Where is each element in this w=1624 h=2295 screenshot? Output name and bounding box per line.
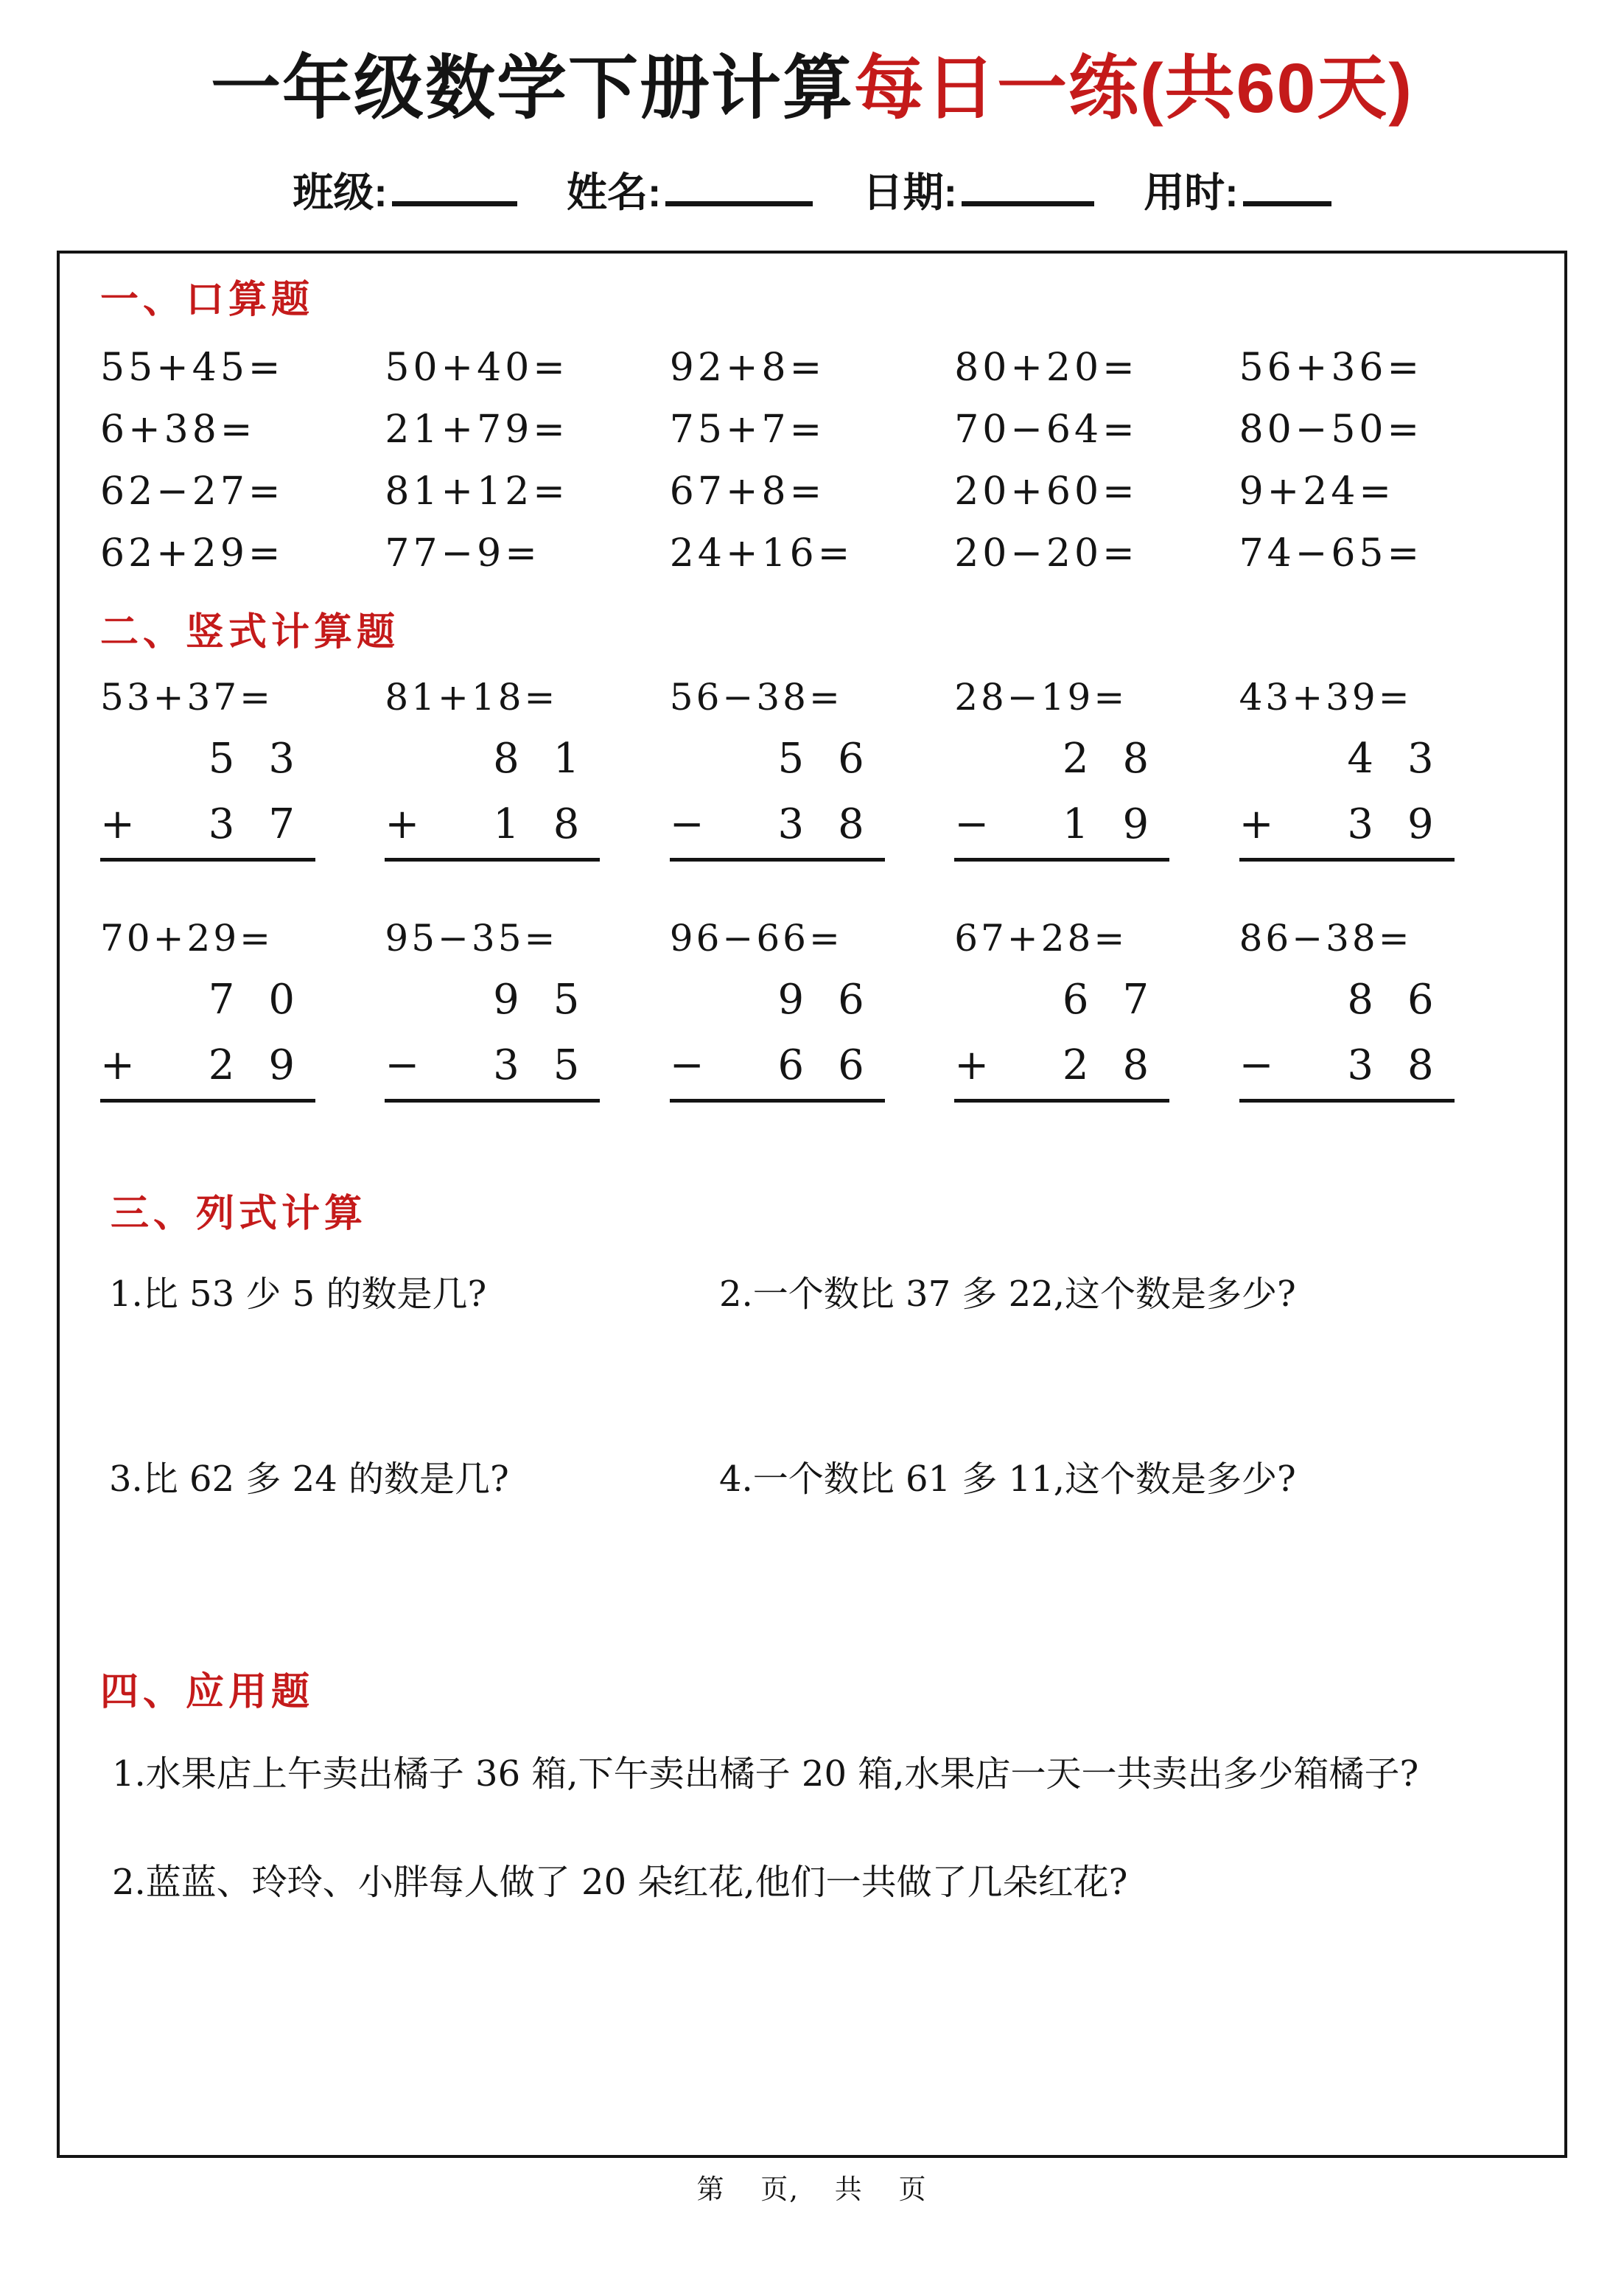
class-blank-line [392, 194, 517, 206]
time-field [1144, 160, 1331, 218]
vform-bottom-number: 66 [777, 1041, 898, 1089]
vform-top-number: 43 [1347, 735, 1468, 783]
vform-bottom-row [385, 800, 614, 848]
vform-top-number: 53 [208, 735, 329, 783]
oral-problem: 9+24= [1239, 469, 1395, 514]
vform-bottom-row [1239, 1041, 1468, 1089]
vertical-forms-row-1 [100, 736, 1524, 862]
worksheet-box [57, 251, 1567, 2158]
vertical-problem: 43+39= [1239, 676, 1413, 719]
oral-problem: 67+8= [669, 469, 826, 514]
vform-answer-line [100, 1099, 315, 1103]
vform-operator: − [669, 800, 704, 848]
vertical-problem: 95−35= [385, 917, 559, 960]
page-footer: 第 页, 共 页 [696, 2173, 928, 2206]
vform-bottom-number: 28 [1062, 1041, 1183, 1089]
word-problem-1: 1.水果店上午卖出橘子 36 箱,下午卖出橘子 20 箱,水果店一天一共卖出多少箱橘子? [112, 1753, 1419, 1795]
vform-operator: + [954, 1041, 990, 1089]
vform-bottom-row [1239, 800, 1468, 848]
vform-operator: − [1239, 1041, 1274, 1089]
vform-bottom-row [100, 800, 329, 848]
vform-bottom-number: 39 [1347, 800, 1468, 848]
oral-problem: 56+36= [1239, 345, 1424, 390]
vform-answer-line [954, 858, 1169, 862]
equation-problem: 1.比 53 少 5 的数是几? [109, 1273, 487, 1315]
vform-operator: + [100, 800, 135, 848]
vform-answer-line [100, 858, 315, 862]
vertical-form [100, 976, 329, 1103]
time-blank-line [1243, 194, 1331, 206]
section-word-heading: 四、应用题 [100, 1670, 315, 1714]
oral-problem: 70−64= [954, 407, 1138, 452]
vform-top-number: 56 [777, 735, 898, 783]
vertical-problem: 86−38= [1239, 917, 1413, 960]
vertical-form [1239, 735, 1468, 862]
vertical-problem: 96−66= [669, 917, 843, 960]
vertical-problems-row-2 [100, 917, 1524, 960]
vform-bottom-number: 19 [1062, 800, 1183, 848]
oral-problem: 20−20= [954, 531, 1138, 576]
vertical-problem: 70+29= [100, 917, 274, 960]
date-label: 日期: [862, 170, 957, 216]
vertical-problem: 28−19= [954, 676, 1128, 719]
date-field [863, 160, 1094, 218]
oral-problem: 77−9= [385, 531, 541, 576]
vform-top-number: 28 [1062, 735, 1183, 783]
vform-answer-line [954, 1099, 1169, 1103]
vform-operator: + [100, 1041, 135, 1089]
equation-problems-grid [100, 1265, 1524, 1501]
name-blank-line [665, 194, 813, 206]
title-main: 一年级数学下册计算 [211, 49, 855, 128]
vform-answer-line [670, 1099, 885, 1103]
vform-top-number: 67 [1062, 976, 1183, 1024]
vform-answer-line [385, 1099, 600, 1103]
equation-problem: 3.比 62 多 24 的数是几? [109, 1458, 509, 1500]
time-label: 用时: [1144, 170, 1239, 216]
vertical-problems-row-1 [100, 676, 1524, 719]
vform-bottom-number: 38 [777, 800, 898, 848]
section-vertical-heading: 二、竖式计算题 [100, 610, 400, 654]
vform-bottom-number: 37 [208, 800, 329, 848]
vform-operator: − [954, 800, 990, 848]
title-highlight: 每日一练(共60天) [854, 49, 1413, 128]
vform-operator: + [1239, 800, 1274, 848]
vform-top-number: 96 [777, 976, 898, 1024]
vertical-form [1239, 976, 1468, 1103]
vform-top-number: 86 [1347, 976, 1468, 1024]
date-blank-line [962, 194, 1094, 206]
vertical-form [669, 735, 898, 862]
vform-answer-line [1239, 858, 1455, 862]
vform-bottom-row [954, 800, 1183, 848]
oral-problem: 6+38= [100, 407, 256, 452]
name-field [567, 160, 813, 218]
vertical-problem: 56−38= [669, 676, 843, 719]
vertical-problem: 81+18= [385, 676, 559, 719]
class-label: 班级: [293, 170, 388, 216]
vform-answer-line [1239, 1099, 1455, 1103]
vertical-form [385, 976, 614, 1103]
vform-answer-line [385, 858, 600, 862]
section-equation-heading: 三、列式计算 [111, 1192, 368, 1236]
vertical-form [954, 735, 1183, 862]
vertical-forms-row-2 [100, 977, 1524, 1103]
oral-problem: 92+8= [669, 345, 826, 390]
oral-problem: 74−65= [1239, 531, 1424, 576]
oral-problem: 62−27= [100, 469, 284, 514]
oral-problem: 62+29= [100, 531, 284, 576]
vform-bottom-number: 38 [1347, 1041, 1468, 1089]
vform-bottom-row [385, 1041, 614, 1089]
vform-bottom-number: 18 [493, 800, 614, 848]
oral-problem: 21+79= [385, 407, 569, 452]
vform-bottom-row [100, 1041, 329, 1089]
word-problem-2: 2.蓝蓝、玲玲、小胖每人做了 20 朵红花,他们一共做了几朵红花? [112, 1861, 1128, 1903]
vertical-form [669, 976, 898, 1103]
vertical-problem: 67+28= [954, 917, 1128, 960]
vform-bottom-row [954, 1041, 1183, 1089]
vform-operator: − [385, 1041, 420, 1089]
equation-problem: 4.一个数比 61 多 11,这个数是多少? [719, 1458, 1296, 1500]
oral-problem: 55+45= [100, 345, 284, 390]
vform-bottom-number: 35 [493, 1041, 614, 1089]
student-info-line [0, 160, 1624, 218]
oral-problem: 80−50= [1239, 407, 1424, 452]
vform-top-number: 70 [208, 976, 329, 1024]
oral-problems-grid [100, 346, 1524, 576]
class-field [293, 160, 517, 218]
vertical-form [100, 735, 329, 862]
oral-problem: 80+20= [954, 345, 1138, 390]
vertical-form [385, 735, 614, 862]
oral-problem: 50+40= [385, 345, 569, 390]
vform-answer-line [670, 858, 885, 862]
name-label: 姓名: [567, 170, 662, 216]
oral-problem: 75+7= [669, 407, 826, 452]
oral-problem: 20+60= [954, 469, 1138, 514]
vform-bottom-row [669, 1041, 898, 1089]
oral-problem: 24+16= [669, 531, 854, 576]
vertical-form [954, 976, 1183, 1103]
vform-operator: − [669, 1041, 704, 1089]
oral-problem: 81+12= [385, 469, 569, 514]
vform-top-number: 81 [493, 735, 614, 783]
section-oral-heading: 一、口算题 [100, 279, 315, 322]
page-title [0, 0, 1624, 129]
vertical-problem: 53+37= [100, 676, 274, 719]
vform-top-number: 95 [493, 976, 614, 1024]
vform-operator: + [385, 800, 420, 848]
equation-problem: 2.一个数比 37 多 22,这个数是多少? [719, 1273, 1296, 1315]
vform-bottom-number: 29 [208, 1041, 329, 1089]
vform-bottom-row [669, 800, 898, 848]
